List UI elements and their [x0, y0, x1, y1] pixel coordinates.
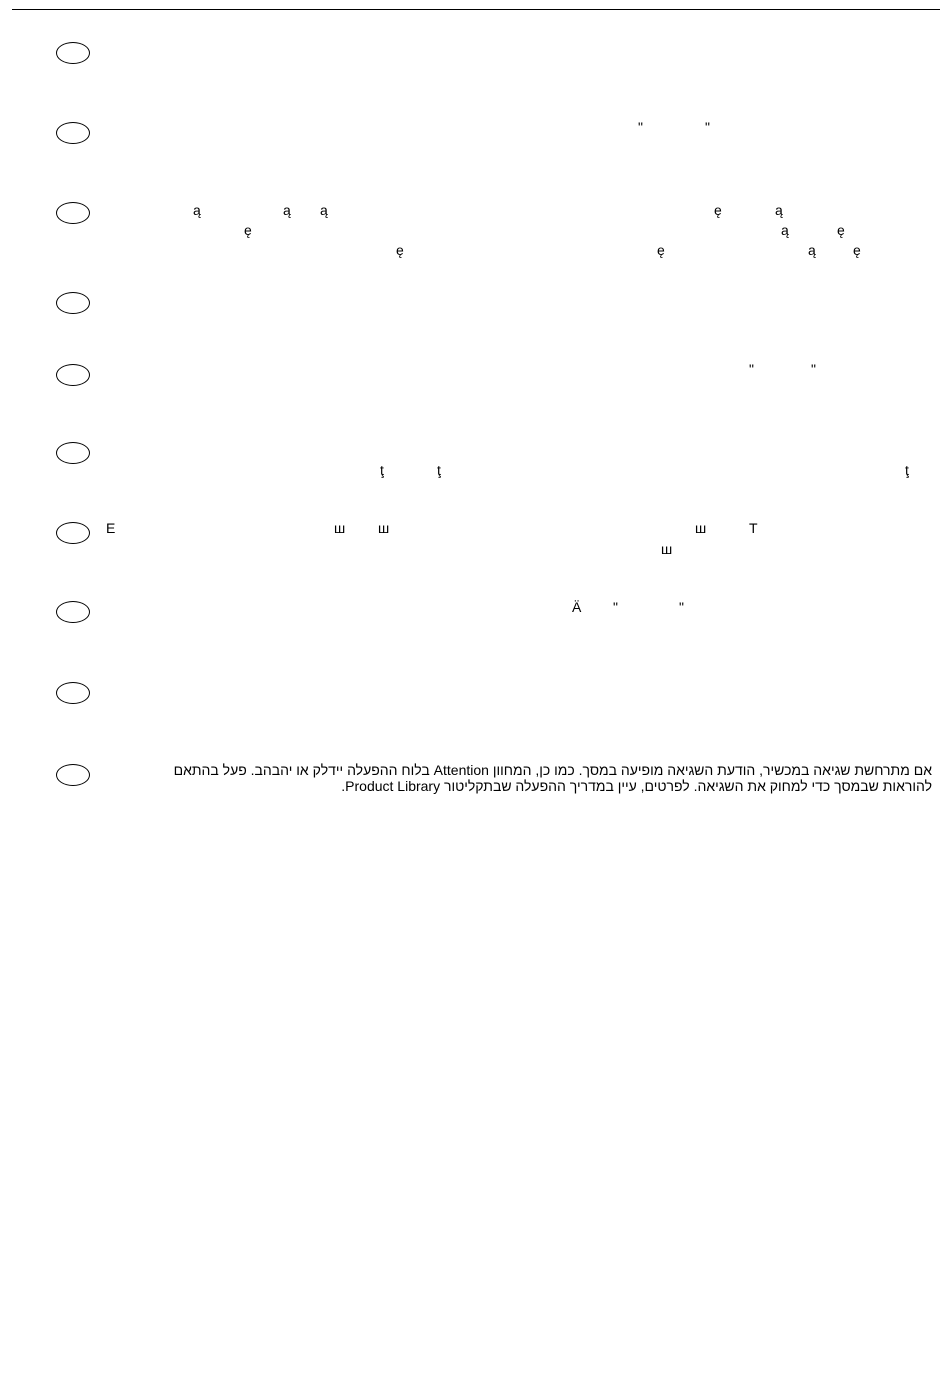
hebrew-line-2: להוראות שבמסך כדי למחוק את השגיאה. לפרטים, עיין במדריך ההפעלה שבתקליטור Product Library. [341, 778, 932, 794]
text-fragment: " [613, 599, 618, 615]
text-fragment: E [106, 520, 116, 536]
text-fragment: ę [396, 242, 404, 258]
text-fragment: ą [781, 222, 789, 238]
language-marker-oval [56, 682, 90, 704]
text-fragment: ę [244, 222, 252, 238]
hebrew-line-1: אם מתרחשת שגיאה במכשיר, הודעת השגיאה מופיעה במסך. כמו כן, המחוון Attention בלוח ההפעלה יידלק או יהבהב. פעל בהתאם [173, 762, 932, 778]
language-marker-oval [56, 122, 90, 144]
text-fragment: ш [661, 541, 673, 557]
language-marker-oval [56, 764, 90, 786]
language-marker-oval [56, 364, 90, 386]
text-fragment: ш [695, 520, 707, 536]
text-fragment: " [679, 599, 684, 615]
text-fragment: " [705, 119, 710, 135]
language-marker-oval [56, 42, 90, 64]
text-fragment: ţ [380, 462, 384, 478]
text-fragment: ą [320, 202, 328, 218]
language-marker-oval [56, 292, 90, 314]
text-fragment: ę [714, 202, 722, 218]
text-fragment: ą [193, 202, 201, 218]
text-fragment: ш [334, 520, 346, 536]
text-fragment: ę [657, 242, 665, 258]
text-fragment: ţ [437, 462, 441, 478]
text-fragment: " [638, 119, 643, 135]
text-fragment: ę [837, 222, 845, 238]
text-fragment: Ä [572, 599, 582, 615]
text-fragment: ą [775, 202, 783, 218]
text-fragment: ę [853, 242, 861, 258]
text-fragment: ą [283, 202, 291, 218]
language-marker-oval [56, 522, 90, 544]
top-rule [12, 9, 940, 10]
text-fragment: " [811, 361, 816, 377]
text-fragment: ţ [905, 462, 909, 478]
language-marker-oval [56, 442, 90, 464]
text-fragment: ш [378, 520, 390, 536]
text-fragment: " [749, 361, 754, 377]
language-marker-oval [56, 202, 90, 224]
text-fragment: T [749, 520, 758, 536]
hebrew-error-instructions [120, 762, 932, 794]
text-fragment: ą [808, 242, 816, 258]
language-marker-oval [56, 601, 90, 623]
